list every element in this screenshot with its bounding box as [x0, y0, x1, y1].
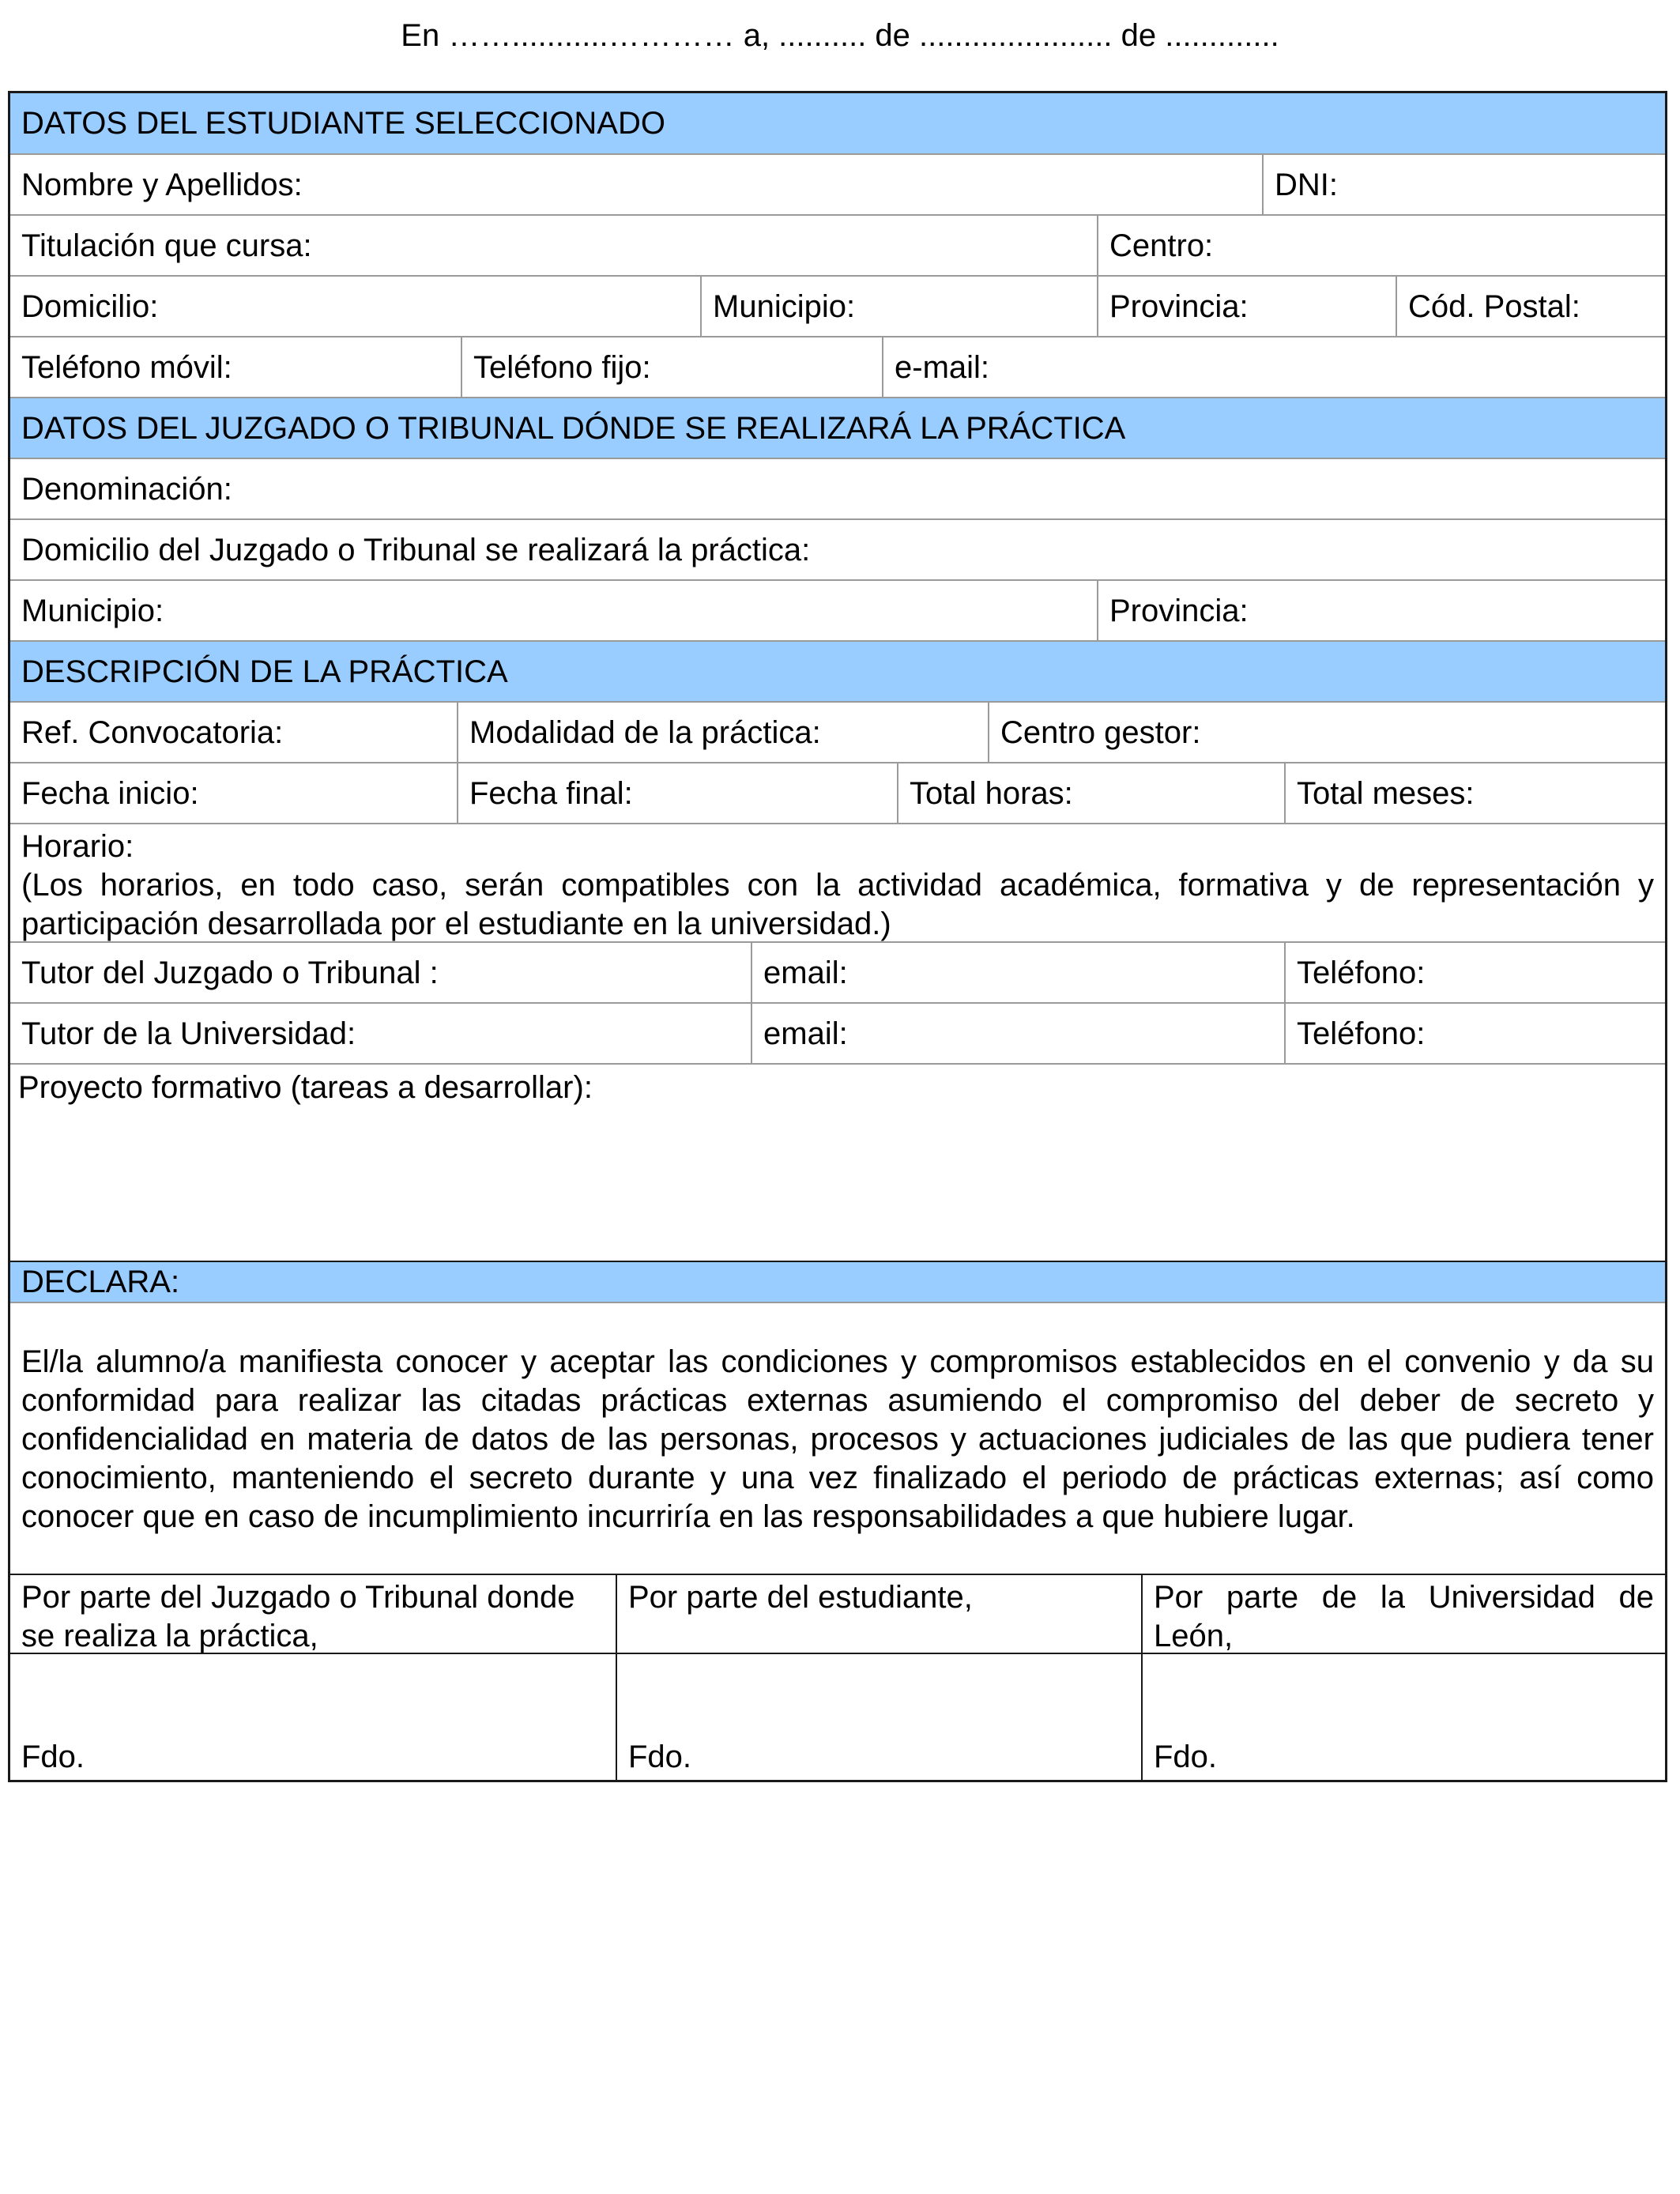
practice-schedule-row: [10, 824, 1665, 943]
signature-box-estudiante[interactable]: [616, 1654, 1141, 1780]
field-cod-postal[interactable]: Cód. Postal:: [1396, 277, 1665, 336]
field-tutor-universidad-telefono[interactable]: Teléfono:: [1284, 1004, 1665, 1063]
field-dni[interactable]: DNI:: [1262, 155, 1665, 214]
field-centro-gestor[interactable]: Centro gestor:: [988, 703, 1665, 762]
field-total-horas[interactable]: Total horas:: [897, 763, 1284, 823]
field-horario[interactable]: [10, 827, 1665, 944]
court-address-row: [10, 520, 1665, 581]
field-domicilio[interactable]: Domicilio:: [21, 289, 159, 324]
field-email[interactable]: e-mail:: [882, 337, 1665, 397]
signature-box-juzgado[interactable]: [10, 1654, 616, 1780]
practice-dates-row: [10, 763, 1665, 824]
signature-head-estudiante-text: Por parte del estudiante,: [628, 1580, 973, 1615]
field-tutor-juzgado-email[interactable]: email:: [751, 943, 1284, 1002]
student-studies-row: [10, 216, 1665, 277]
tutor-university-row: [10, 1004, 1665, 1065]
field-provincia-juzgado[interactable]: Provincia:: [1097, 581, 1665, 640]
field-tutor-juzgado[interactable]: Tutor del Juzgado o Tribunal :: [21, 956, 439, 990]
field-tutor-universidad[interactable]: Tutor de la Universidad:: [21, 1016, 356, 1051]
field-proyecto-formativo[interactable]: [10, 1066, 1665, 1109]
court-name-row: [10, 459, 1665, 520]
field-modalidad[interactable]: Modalidad de la práctica:: [457, 703, 988, 762]
student-address-row: [10, 277, 1665, 337]
field-telefono-fijo[interactable]: Teléfono fijo:: [461, 337, 882, 397]
signature-head-juzgado: [10, 1575, 616, 1653]
court-location-row: [10, 581, 1665, 642]
horario-note: (Los horarios, en todo caso, serán compatibles con la actividad académica, formativa y de representación y participación desarrollada por el estudiante en la universidad.): [21, 868, 1654, 941]
court-section-header: [10, 398, 1665, 459]
field-municipio-juzgado[interactable]: Municipio:: [21, 594, 164, 628]
signature-box-universidad[interactable]: [1141, 1654, 1665, 1780]
field-centro[interactable]: Centro:: [1097, 216, 1665, 275]
field-ref-convocatoria[interactable]: Ref. Convocatoria:: [21, 715, 284, 750]
field-tutor-juzgado-telefono[interactable]: Teléfono:: [1284, 943, 1665, 1002]
field-fecha-inicio[interactable]: Fecha inicio:: [21, 776, 199, 811]
signature-boxes-row: [10, 1654, 1665, 1780]
declara-section-header: [10, 1262, 1665, 1303]
fdo-universidad: Fdo.: [1154, 1740, 1218, 1774]
court-section-title: DATOS DEL JUZGADO O TRIBUNAL DÓNDE SE REALIZARÁ LA PRÁCTICA: [21, 411, 1126, 446]
field-municipio[interactable]: Municipio:: [700, 277, 1097, 336]
field-tutor-universidad-email[interactable]: email:: [751, 1004, 1284, 1063]
field-total-meses[interactable]: Total meses:: [1284, 763, 1665, 823]
field-denominacion[interactable]: Denominación:: [21, 472, 232, 507]
practice-ref-row: [10, 703, 1665, 763]
student-section-title: DATOS DEL ESTUDIANTE SELECCIONADO: [21, 106, 665, 141]
declaration-text: El/la alumno/a manifiesta conocer y aceptar las condiciones y compromisos establecidos en el convenio y da su conformidad para realizar las citadas prácticas externas asumiendo el compromiso del deber de secreto y confidencialidad en materia de datos de las personas, procesos y actuaciones judiciales de las que pudiera tener conocimiento, manteniendo el secreto durante y una vez finalizado el periodo de prácticas externas; así como conocer que en caso de incumplimiento incurriría en las responsabilidades a que hubiere lugar.: [21, 1344, 1654, 1534]
signature-head-estudiante: [616, 1575, 1141, 1653]
signature-head-universidad-text: Por parte de la Universidad de León,: [1154, 1580, 1654, 1653]
fdo-juzgado: Fdo.: [21, 1740, 85, 1774]
tutor-court-row: [10, 943, 1665, 1004]
student-contact-row: [10, 337, 1665, 398]
fdo-estudiante: Fdo.: [628, 1740, 692, 1774]
horario-label: Horario:: [21, 829, 134, 864]
field-titulacion[interactable]: Titulación que cursa:: [21, 228, 312, 263]
student-section-header: [10, 93, 1665, 155]
field-provincia[interactable]: Provincia:: [1097, 277, 1396, 336]
student-name-row: [10, 155, 1665, 216]
practice-agreement-form: [8, 91, 1667, 1782]
signature-heads-row: [10, 1575, 1665, 1654]
signature-head-universidad: [1141, 1575, 1665, 1653]
declara-row: [10, 1303, 1665, 1575]
declara-section-title: DECLARA:: [21, 1265, 180, 1299]
signature-head-juzgado-text: Por parte del Juzgado o Tribunal donde se realiza la práctica,: [21, 1580, 575, 1653]
field-domicilio-juzgado[interactable]: Domicilio del Juzgado o Tribunal se realizará la práctica:: [21, 533, 811, 567]
field-nombre-apellidos[interactable]: Nombre y Apellidos:: [21, 168, 303, 202]
proyecto-label: Proyecto formativo (tareas a desarrollar):: [18, 1070, 593, 1105]
project-row: [10, 1065, 1665, 1262]
field-fecha-final[interactable]: Fecha final:: [457, 763, 897, 823]
practice-section-header: [10, 642, 1665, 703]
practice-section-title: DESCRIPCIÓN DE LA PRÁCTICA: [21, 654, 508, 689]
field-telefono-movil[interactable]: Teléfono móvil:: [21, 350, 232, 385]
date-place-line: En ……...........………… a, .......... de ...................... de .............: [401, 18, 1279, 53]
